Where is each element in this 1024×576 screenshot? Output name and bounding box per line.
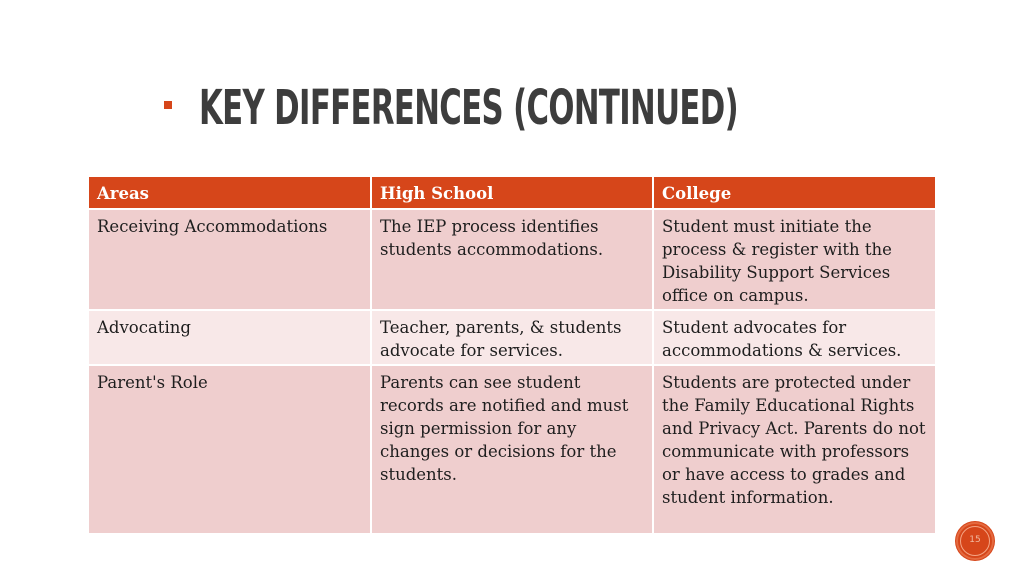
cell-college: Students are protected under the Family Educational Rights and Privacy Act. Parents do not communicate with professors or have access to grades and student information. [653, 365, 935, 534]
cell-high-school: Parents can see student records are notified and must sign permission for any changes or decisions for the students. [371, 365, 653, 534]
cell-college: Student advocates for accommodations & services. [653, 310, 935, 365]
table-row [89, 365, 935, 534]
header-college: College [653, 177, 935, 209]
differences-table [89, 177, 935, 535]
table-row [89, 310, 935, 365]
table-row [89, 209, 935, 310]
cell-college: Student must initiate the process & register with the Disability Support Services office on campus. [653, 209, 935, 310]
slide-title: KEY DIFFERENCES (CONTINUED) [199, 80, 739, 136]
cell-area: Parent's Role [89, 365, 371, 534]
title-accent-square [164, 101, 172, 109]
cell-high-school: Teacher, parents, & students advocate for services. [371, 310, 653, 365]
header-areas: Areas [89, 177, 371, 209]
table-header-row [89, 177, 935, 209]
slide-number: 15 [969, 535, 981, 545]
cell-area: Receiving Accommodations [89, 209, 371, 310]
cell-high-school: The IEP process identifies students accommodations. [371, 209, 653, 310]
header-high-school: High School [371, 177, 653, 209]
slide-number-badge [956, 522, 994, 560]
cell-area: Advocating [89, 310, 371, 365]
